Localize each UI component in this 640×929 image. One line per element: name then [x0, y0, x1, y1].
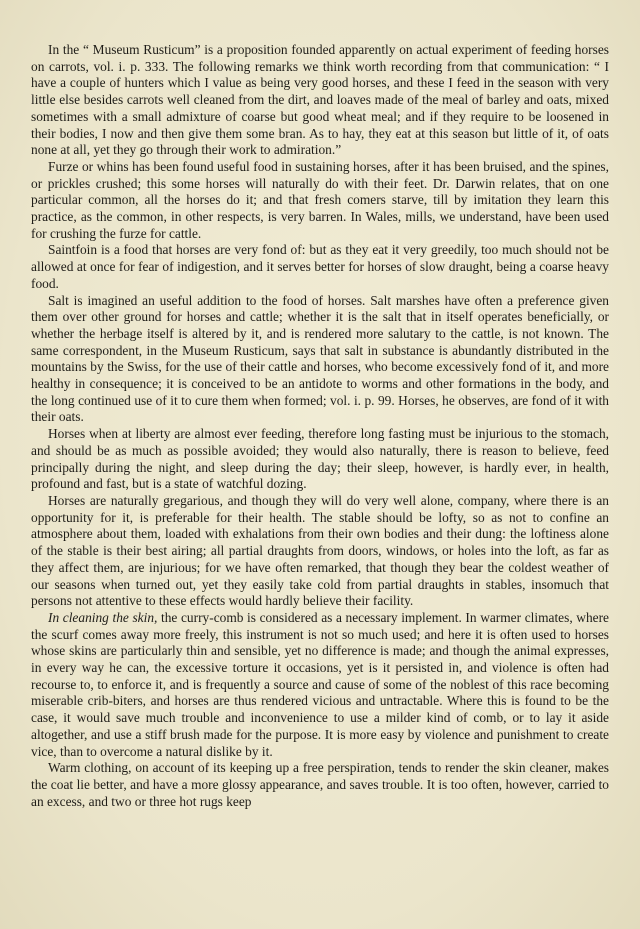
paragraph-text: the curry-comb is considered as a necessary implement. In warmer climates, where the scurf comes away more freely, this instrument is not so much used; and here it is often used to horses whose skins are particularly thin and sensible, yet no difference is made; and though the animal expresses, in every way he can, the excessive torture it occasions, yet is it persisted in, and violence is often had recourse to, to enforce it, and is frequently a source and cause of some of the noblest of this race becoming miserable crib-biters, and horses are thus rendered vicious and untractable. Where this is found to be the case, it would save much trouble and inconvenience to use a milder kind of comb, or to lay it aside altogether, and use a stiff brush made for the purpose. It is more easy by violence and punishment to create vice, than to overcome a natural dislike by it.	[31, 609, 609, 759]
italic-lead: In cleaning the skin,	[48, 609, 158, 625]
paragraph-text: Saintfoin is a food that horses are very fond of: but as they eat it very greedily, too much should not be allowed at once for fear of indigestion, and it serves better for horses of slow draught, being a coarse heavy food.	[31, 242, 609, 291]
paragraph-cleaning-skin	[31, 610, 609, 760]
paragraph-text: Warm clothing, on account of its keeping up a free perspiration, tends to render the skin cleaner, makes the coat lie better, and have a more glossy appearance, and saves trouble. It is too often, however, carried to an excess, and two or three hot rugs keep	[31, 760, 609, 809]
paragraph-text: Horses when at liberty are almost ever feeding, therefore long fasting must be injurious to the stomach, and should be as much as possible avoided; they would also naturally, there is reason to believe, feed principally during the night, and sleep during the day; their sleep, however, is hardly ever, in health, profound and fast, but is a state of watchful dozing.	[31, 426, 609, 492]
body-text	[31, 42, 609, 810]
paragraph-feeding-liberty	[31, 426, 609, 493]
paragraph-furze	[31, 159, 609, 243]
paragraph-text: Horses are naturally gregarious, and though they will do very well alone, company, where there is an opportunity for it, is preferable for their health. The stable should be lofty, so as not to confine an atmosphere about them, loaded with exhalations from their own bodies and their dung: the loftiness alone of the stable is their best airing; all partial draughts from doors, windows, or holes into the loft, as far as they affect them, are injurious; for we have often remarked, that though they bear the coldest weather of our seasons when turned out, yet they easily take cold from partial draughts in stables, insomuch that persons not attentive to these effects would hardly believe their facility.	[31, 492, 609, 609]
paragraph-warm-clothing	[31, 760, 609, 810]
paragraph-text: Salt is imagined an useful addition to the food of horses. Salt marshes have often a preference given them over other ground for horses and cattle; whether it is the salt that in itself operates beneficially, or whether the herbage itself is altered by it, and is rendered more salutary to the cattle, is not known. The same correspondent, in the Museum Rusticum, says that salt in substance is abundantly distributed in the mountains by the Swiss, for the use of their cattle and horses, who become excessively fond of it, and more healthy in consequence; it is conceived to be an antidote to worms and other formations in the body, and the long continued use of it to cure them when formed; vol. i. p. 99. Horses, he observes, are fond of it with their oats.	[31, 292, 609, 425]
paragraph-gregarious	[31, 493, 609, 610]
paragraph-text: Furze or whins has been found useful food in sustaining horses, after it has been bruised, and the spines, or prickles crushed; this some horses will naturally do with their feet. Dr. Darwin relates, that on one particular common, all the horses do it; and that fresh comers starve, till by imitation they learn this practice, as the common, in other respects, is very barren. In Wales, mills, we understand, have been used for crushing the furze for cattle.	[31, 158, 609, 241]
paragraph-text: In the “ Museum Rusticum” is a proposition founded apparently on actual experiment of feeding horses on carrots, vol. i. p. 333. The following remarks we think worth recording from that communication: “ I have a couple of hunters which I value as being very good horses, and these I feed in the season with very little else besides carrots well cleaned from the dirt, and loaves made of the meal of barley and oats, mixed sometimes with a small admixture of coarse but good wheat meal; and if they require to be loosened in their bodies, I now and then give them some bran. As to hay, they eat at this season but little of it, of oats none at all, yet they go through their work to admiration.”	[31, 42, 609, 158]
paragraph-saintfoin	[31, 242, 609, 292]
paragraph-salt	[31, 293, 609, 427]
paragraph-museum-rusticum	[31, 42, 609, 159]
